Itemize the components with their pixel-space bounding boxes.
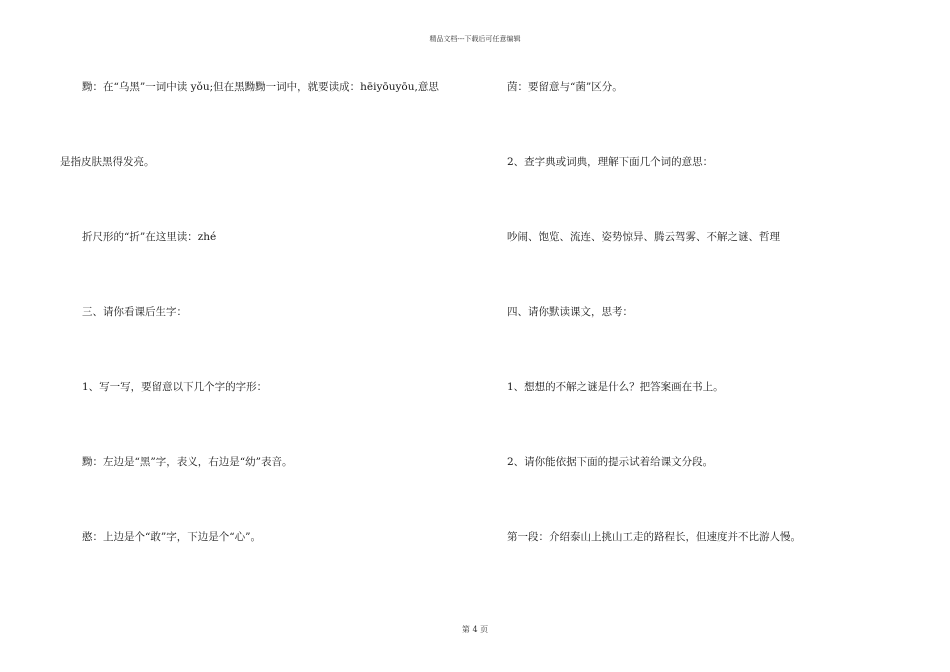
page-number: 第 4 页 [461, 625, 489, 634]
segment-one-summary: 第一段：介绍泰山上挑山工走的路程长，但速度并不比游人慢。 [507, 531, 801, 543]
paragraph-zhe-pronunciation: 折尺形的“折”在这里读：zhé [82, 231, 217, 243]
task-write-characters: 1、写一写，要留意以下几个字的字形： [82, 381, 268, 393]
section-heading-three: 三、请你看课后生字： [82, 306, 187, 318]
paragraph-you-meaning-continued: 是指皮肤黑得发亮。 [60, 156, 155, 168]
note-yin-distinguish: 茵：要留意与“菌”区分。 [507, 81, 623, 93]
paragraph-you-pronunciation: 黝：在“乌黑”一词中读 yǒu;但在黑黝黝一词中，就要读成：hēiyōuyōu,意思 [82, 81, 439, 93]
page-header: 精品文档---下载后可任意编辑 [429, 35, 521, 43]
note-han-structure: 憨：上边是个“敢”字，下边是个“心”。 [82, 531, 261, 543]
section-heading-four: 四、请你默读课文，思考： [507, 306, 633, 318]
question-segment-text: 2、请你能依据下面的提示试着给课文分段。 [507, 456, 714, 468]
task-dictionary-lookup: 2、查字典或词典，理解下面几个词的意思： [507, 156, 714, 168]
vocabulary-list: 吵闹、饱览、流连、姿势惊异、腾云驾雾、不解之谜、哲理 [507, 231, 780, 243]
question-mystery: 1、想想的不解之谜是什么？把答案画在书上。 [507, 381, 724, 393]
note-you-structure: 黝：左边是“黑”字，表义，右边是“幼”表音。 [82, 456, 293, 468]
